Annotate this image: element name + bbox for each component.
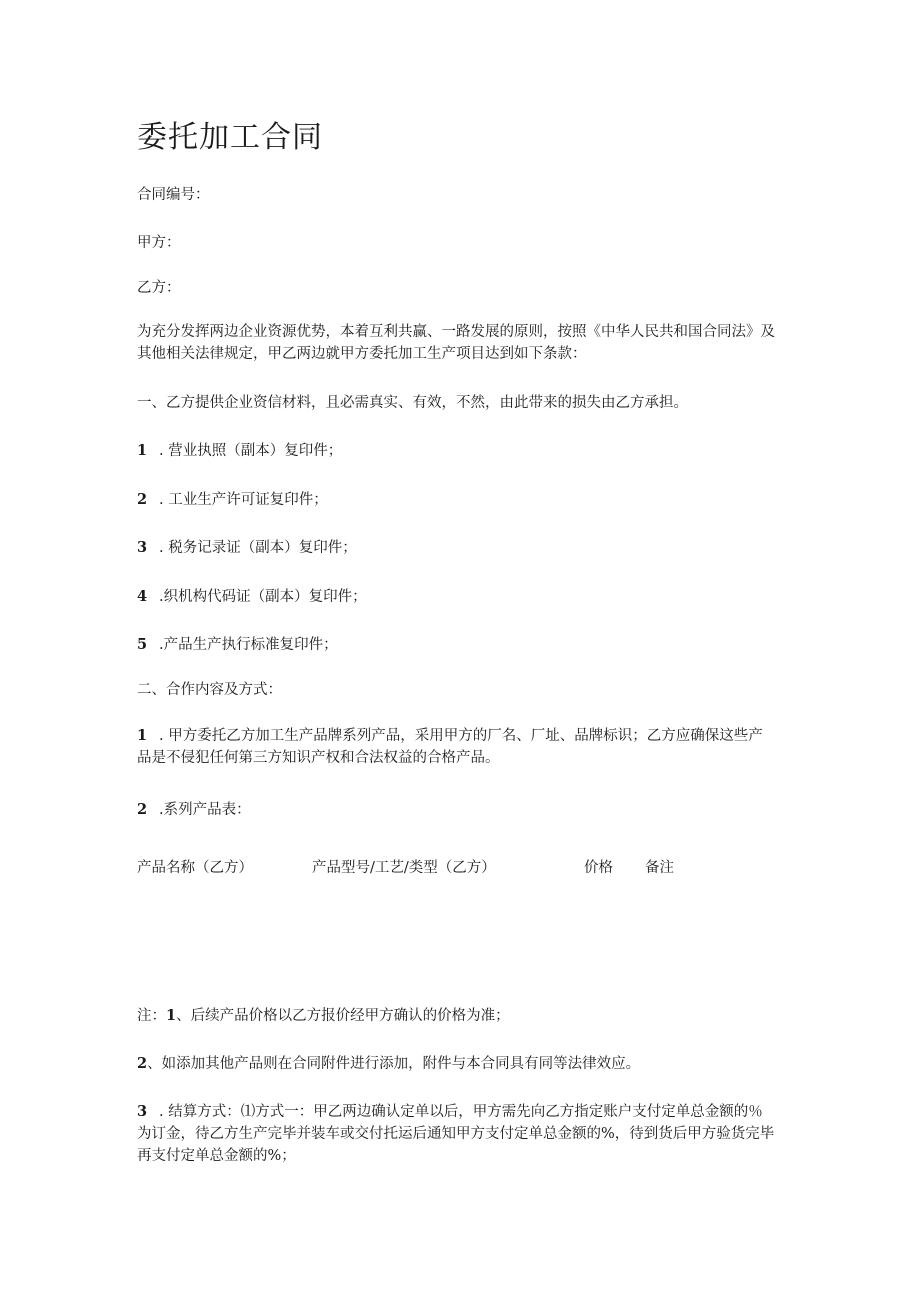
preamble-paragraph: 为充分发挥两边企业资源优势，本着互利共赢、一路发展的原则，按照《中华人民共和国合同法》及其他相关法律规定，甲乙两边就甲方委托加工生产项目达到如下条款： — [137, 324, 775, 362]
section-2-item-1 — [137, 725, 777, 769]
section-2-heading: 二、合作内容及方式： — [137, 682, 282, 698]
list-item-number: 2 — [137, 801, 148, 818]
list-item-number: 3 — [137, 539, 148, 556]
column-header-product-name: 产品名称（乙方） — [137, 860, 253, 876]
note-2 — [137, 1053, 640, 1075]
note-1 — [137, 1005, 510, 1027]
note-number: 1 — [166, 1007, 177, 1024]
list-item-number: 1 — [137, 727, 148, 744]
note-text: 、后续产品价格以乙方报价经甲方确认的价格为准； — [176, 1008, 510, 1024]
party-a-label: 甲方： — [137, 235, 181, 251]
list-item-text: .织机构代码证（副本）复印件； — [159, 589, 367, 605]
column-header-price: 价格 — [584, 860, 613, 876]
note-text: 、如添加其他产品则在合同附件进行添加，附件与本合同具有同等法律效应。 — [147, 1056, 641, 1072]
list-item-text: . 税务记录证（副本）复印件； — [159, 540, 357, 556]
section-1-heading: 一、乙方提供企业资信材料，且必需真实、有效，不然，由此带来的损失由乙方承担。 — [137, 395, 688, 411]
section-2-item-2 — [137, 799, 251, 821]
list-item-text: . 工业生产许可证复印件； — [159, 492, 328, 508]
list-item-text: .产品生产执行标准复印件； — [159, 637, 338, 653]
list-item-number: 2 — [137, 491, 148, 508]
column-header-product-model: 产品型号/工艺/类型（乙方） — [312, 860, 496, 876]
list-item-text: . 甲方委托乙方加工生产品牌系列产品，采用甲方的厂名、厂址、品牌标识；乙方应确保这些产品是不侵犯任何第三方知识产权和合法权益的合格产品。 — [137, 728, 763, 766]
list-item-number: 5 — [137, 636, 148, 653]
list-item-number: 1 — [137, 442, 148, 459]
list-item — [137, 489, 328, 511]
note-prefix: 注： — [137, 1008, 166, 1024]
list-item — [137, 537, 357, 559]
party-b-label: 乙方： — [137, 280, 181, 296]
list-item — [137, 634, 338, 656]
note-number: 2 — [137, 1055, 148, 1072]
list-item-text: . 结算方式：⑴方式一：甲乙两边确认定单以后，甲方需先向乙方指定账户支付定单总金额的％为订金，待乙方生产完毕并装车或交付托运后通知甲方支付定单总金额的%，待到货后甲方验货完毕再支付定单总金额的%； — [137, 1104, 775, 1164]
column-header-remarks: 备注 — [645, 860, 674, 876]
list-item-text: .系列产品表： — [159, 802, 251, 818]
settlement-method-paragraph — [137, 1101, 777, 1167]
contract-number-label: 合同编号： — [137, 187, 210, 203]
list-item-number: 3 — [137, 1103, 148, 1120]
list-item-text: . 营业执照（副本）复印件； — [159, 443, 343, 459]
document-title: 委托加工合同 — [137, 120, 323, 155]
list-item-number: 4 — [137, 588, 148, 605]
list-item — [137, 586, 367, 608]
list-item — [137, 440, 342, 462]
